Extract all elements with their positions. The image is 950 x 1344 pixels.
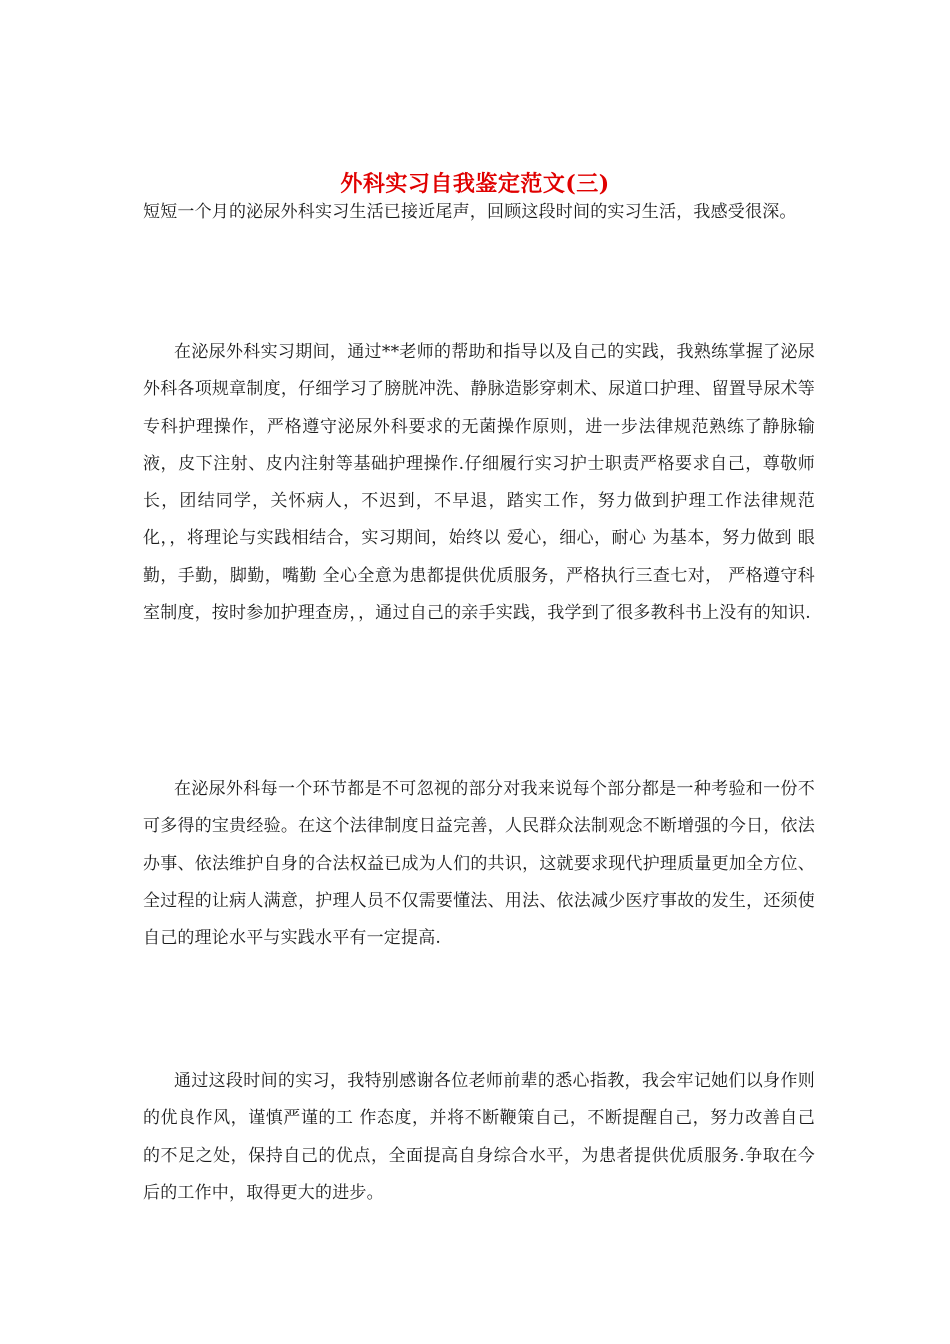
paragraph-legal-awareness: 在泌尿外科每一个环节都是不可忽视的部分对我来说每个部分都是一种考验和一份不可多得的宝贵经验。在这个法律制度日益完善，人民群众法制观念不断增强的今日，依法办事、依法维护自身的合法权益已成为人们的共识，这就要求现代护理质量更加全方位、全过程的让病人满意，护理人员不仅需要懂法、用法、依法减少医疗事故的发生，还须使自己的理论水平与实践水平有一定提高. <box>143 779 815 949</box>
paragraph-internship-practice: 在泌尿外科实习期间，通过**老师的帮助和指导以及自己的实践，我熟练掌握了泌尿外科各项规章制度，仔细学习了膀胱冲洗、静脉造影穿刺术、尿道口护理、留置导尿术等专科护理操作，严格遵守泌尿外科要求的无菌操作原则，进一步法律规范熟练了静脉输液，皮下注射、皮内注射等基础护理操作.仔细履行实习护士职责严格要求自己，尊敬师长，团结同学，关怀病人，不迟到，不早退，踏实工作，努力做到护理工作法律规范化，，将理论与实践相结合，实习期间，始终以 爱心，细心，耐心 为基本，努力做到 眼勤，手勤，脚勤，嘴勤 全心全意为患都提供优质服务，严格执行三查七对， 严格遵守科室制度，按时参加护理查房，，通过自己的亲手实践，我学到了很多教科书上没有的知识. <box>143 342 815 624</box>
paragraph-intro: 短短一个月的泌尿外科实习生活已接近尾声，回顾这段时间的实习生活，我感受很深。 <box>143 202 797 222</box>
paragraph-gratitude: 通过这段时间的实习，我特别感谢各位老师前辈的悉心指教，我会牢记她们以身作则的优良作风，谨慎严谨的工 作态度，并将不断鞭策自己，不断提醒自己，努力改善自己的不足之处，保持自己的优点，全面提高自身综合水平，为患者提供优质服务.争取在今后的工作中，取得更大的进步。 <box>143 1071 815 1203</box>
document-title: 外科实习自我鉴定范文(三) <box>340 170 610 197</box>
